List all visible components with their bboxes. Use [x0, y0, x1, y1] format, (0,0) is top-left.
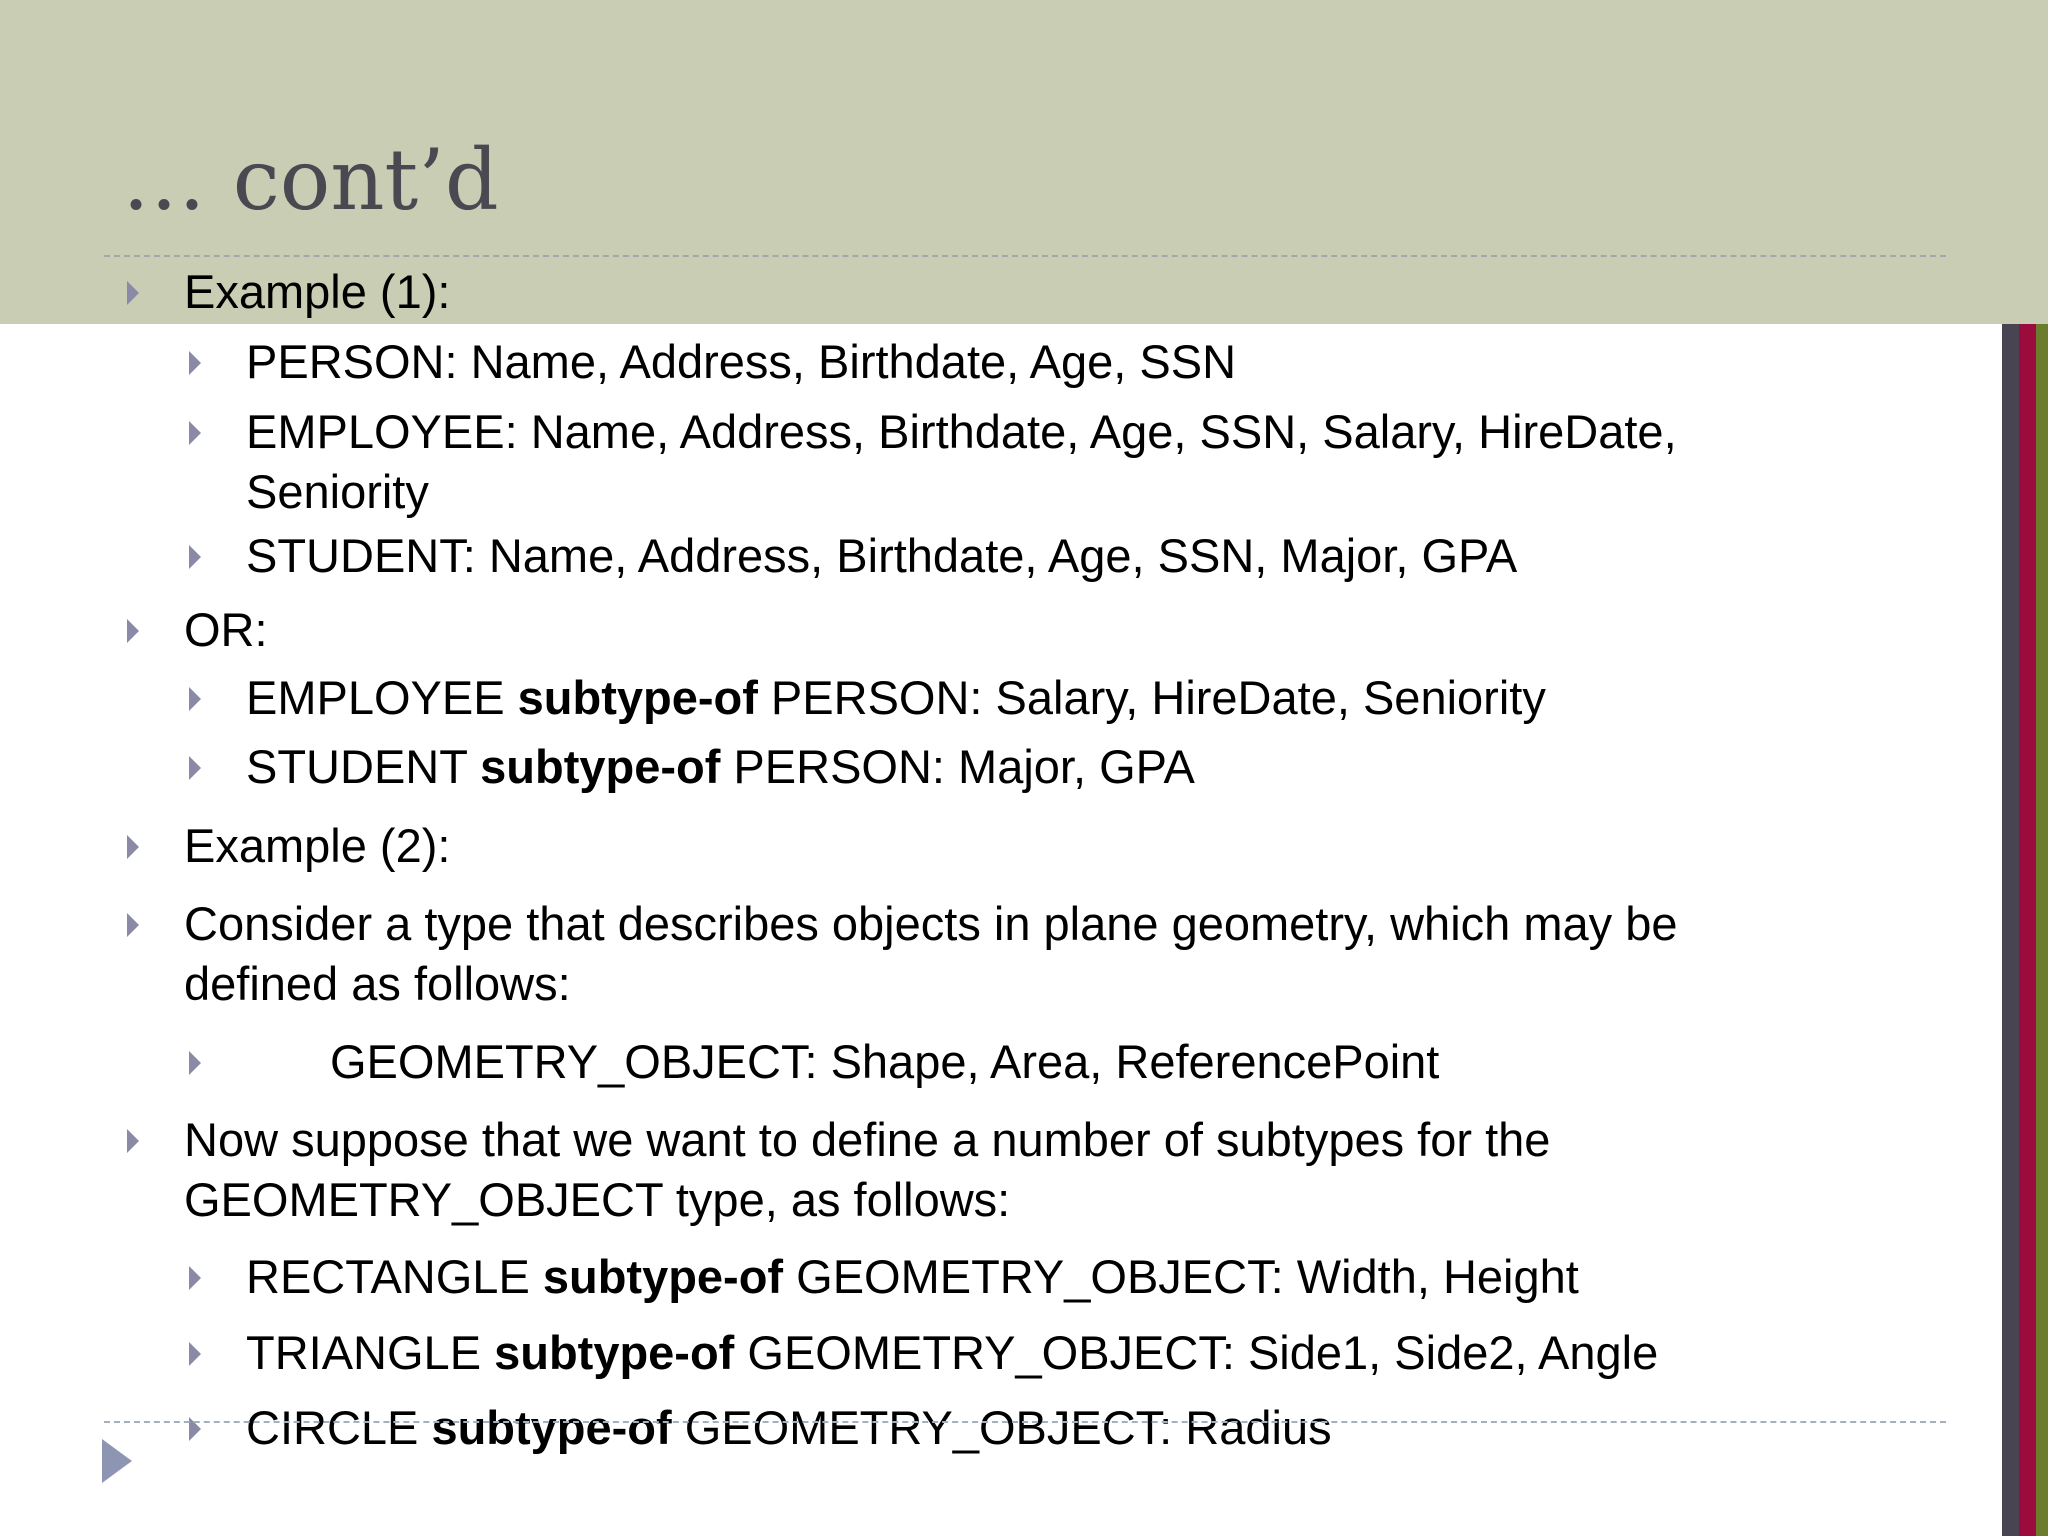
- bullet-text-before: TRIANGLE: [246, 1326, 495, 1379]
- bullet-arrow-icon: [127, 619, 139, 643]
- bullet-text-before: RECTANGLE: [246, 1250, 543, 1303]
- bullet-text-after: GEOMETRY_OBJECT: Radius: [671, 1401, 1332, 1454]
- bullet-arrow-icon: [127, 1129, 139, 1153]
- bullet-arrow-icon: [127, 913, 139, 937]
- bullet-text-line-1: Consider a type that describes objects in plane geometry, which may be: [184, 897, 1678, 950]
- bullet-text-before: CIRCLE: [246, 1401, 432, 1454]
- bullet-example-1: [184, 262, 450, 322]
- keyword-subtype-of: subtype-of: [542, 1250, 784, 1303]
- bullet-text-before: EMPLOYEE: [246, 671, 518, 724]
- bullet-text: PERSON: Name, Address, Birthdate, Age, SSN: [246, 335, 1237, 388]
- bullet-arrow-icon: [189, 756, 201, 780]
- sub-bullet-circle: [246, 1398, 1332, 1458]
- title-divider: [104, 255, 1946, 257]
- slide-title: … cont’d: [122, 131, 499, 229]
- sub-bullet-rectangle: [246, 1247, 1579, 1307]
- footer-divider: [104, 1421, 1946, 1423]
- bullet-arrow-icon: [189, 351, 201, 375]
- sub-bullet-student-subtype: [246, 737, 1195, 797]
- bullet-arrow-icon: [189, 1051, 201, 1075]
- bullet-now-suppose: [184, 1110, 1550, 1230]
- bullet-text-line-2: Seniority: [246, 465, 429, 518]
- keyword-subtype-of: subtype-of: [480, 740, 721, 793]
- bullet-consider-type: [184, 894, 1677, 1014]
- bullet-arrow-icon: [189, 545, 201, 569]
- bullet-or: [184, 600, 268, 660]
- next-slide-arrow-icon[interactable]: [102, 1439, 132, 1483]
- bullet-arrow-icon: [189, 1342, 201, 1366]
- bullet-text-after: GEOMETRY_OBJECT: Width, Height: [783, 1250, 1579, 1303]
- stripe-dark: [2002, 324, 2019, 1536]
- bullet-example-2: [184, 816, 450, 876]
- bullet-arrow-icon: [189, 687, 201, 711]
- decorative-side-stripes: [2002, 324, 2048, 1536]
- bullet-text-line-1: EMPLOYEE: Name, Address, Birthdate, Age, SSN, Salary, HireDate,: [246, 405, 1677, 458]
- keyword-subtype-of: subtype-of: [494, 1326, 735, 1379]
- bullet-text: Example (1):: [184, 265, 451, 318]
- bullet-arrow-icon: [127, 835, 139, 859]
- keyword-subtype-of: subtype-of: [431, 1401, 672, 1454]
- bullet-text: STUDENT: Name, Address, Birthdate, Age, SSN, Major, GPA: [246, 529, 1518, 582]
- bullet-text: GEOMETRY_OBJECT: Shape, Area, ReferencePoint: [330, 1035, 1440, 1088]
- bullet-text-line-1: Now suppose that we want to define a number of subtypes for the: [184, 1113, 1551, 1166]
- bullet-arrow-icon: [127, 281, 139, 305]
- sub-bullet-person: [246, 332, 1236, 392]
- sub-bullet-student: [246, 526, 1517, 586]
- bullet-text-line-2: GEOMETRY_OBJECT type, as follows:: [184, 1173, 1011, 1226]
- sub-bullet-employee: [246, 402, 1677, 522]
- bullet-arrow-icon: [189, 421, 201, 445]
- sub-bullet-employee-subtype: [246, 668, 1546, 728]
- bullet-arrow-icon: [189, 1266, 201, 1290]
- sub-bullet-triangle: [246, 1323, 1658, 1383]
- bullet-text: Example (2):: [184, 819, 451, 872]
- bullet-text: OR:: [184, 603, 268, 656]
- keyword-subtype-of: subtype-of: [517, 671, 758, 724]
- bullet-text-after: PERSON: Major, GPA: [720, 740, 1195, 793]
- bullet-text-after: PERSON: Salary, HireDate, Seniority: [757, 671, 1546, 724]
- bullet-text-after: GEOMETRY_OBJECT: Side1, Side2, Angle: [734, 1326, 1659, 1379]
- bullet-text-line-2: defined as follows:: [184, 957, 571, 1010]
- sub-bullet-geometry-object: [246, 1032, 1439, 1092]
- stripe-red: [2019, 324, 2036, 1536]
- stripe-olive: [2036, 324, 2048, 1536]
- bullet-text-before: STUDENT: [246, 740, 481, 793]
